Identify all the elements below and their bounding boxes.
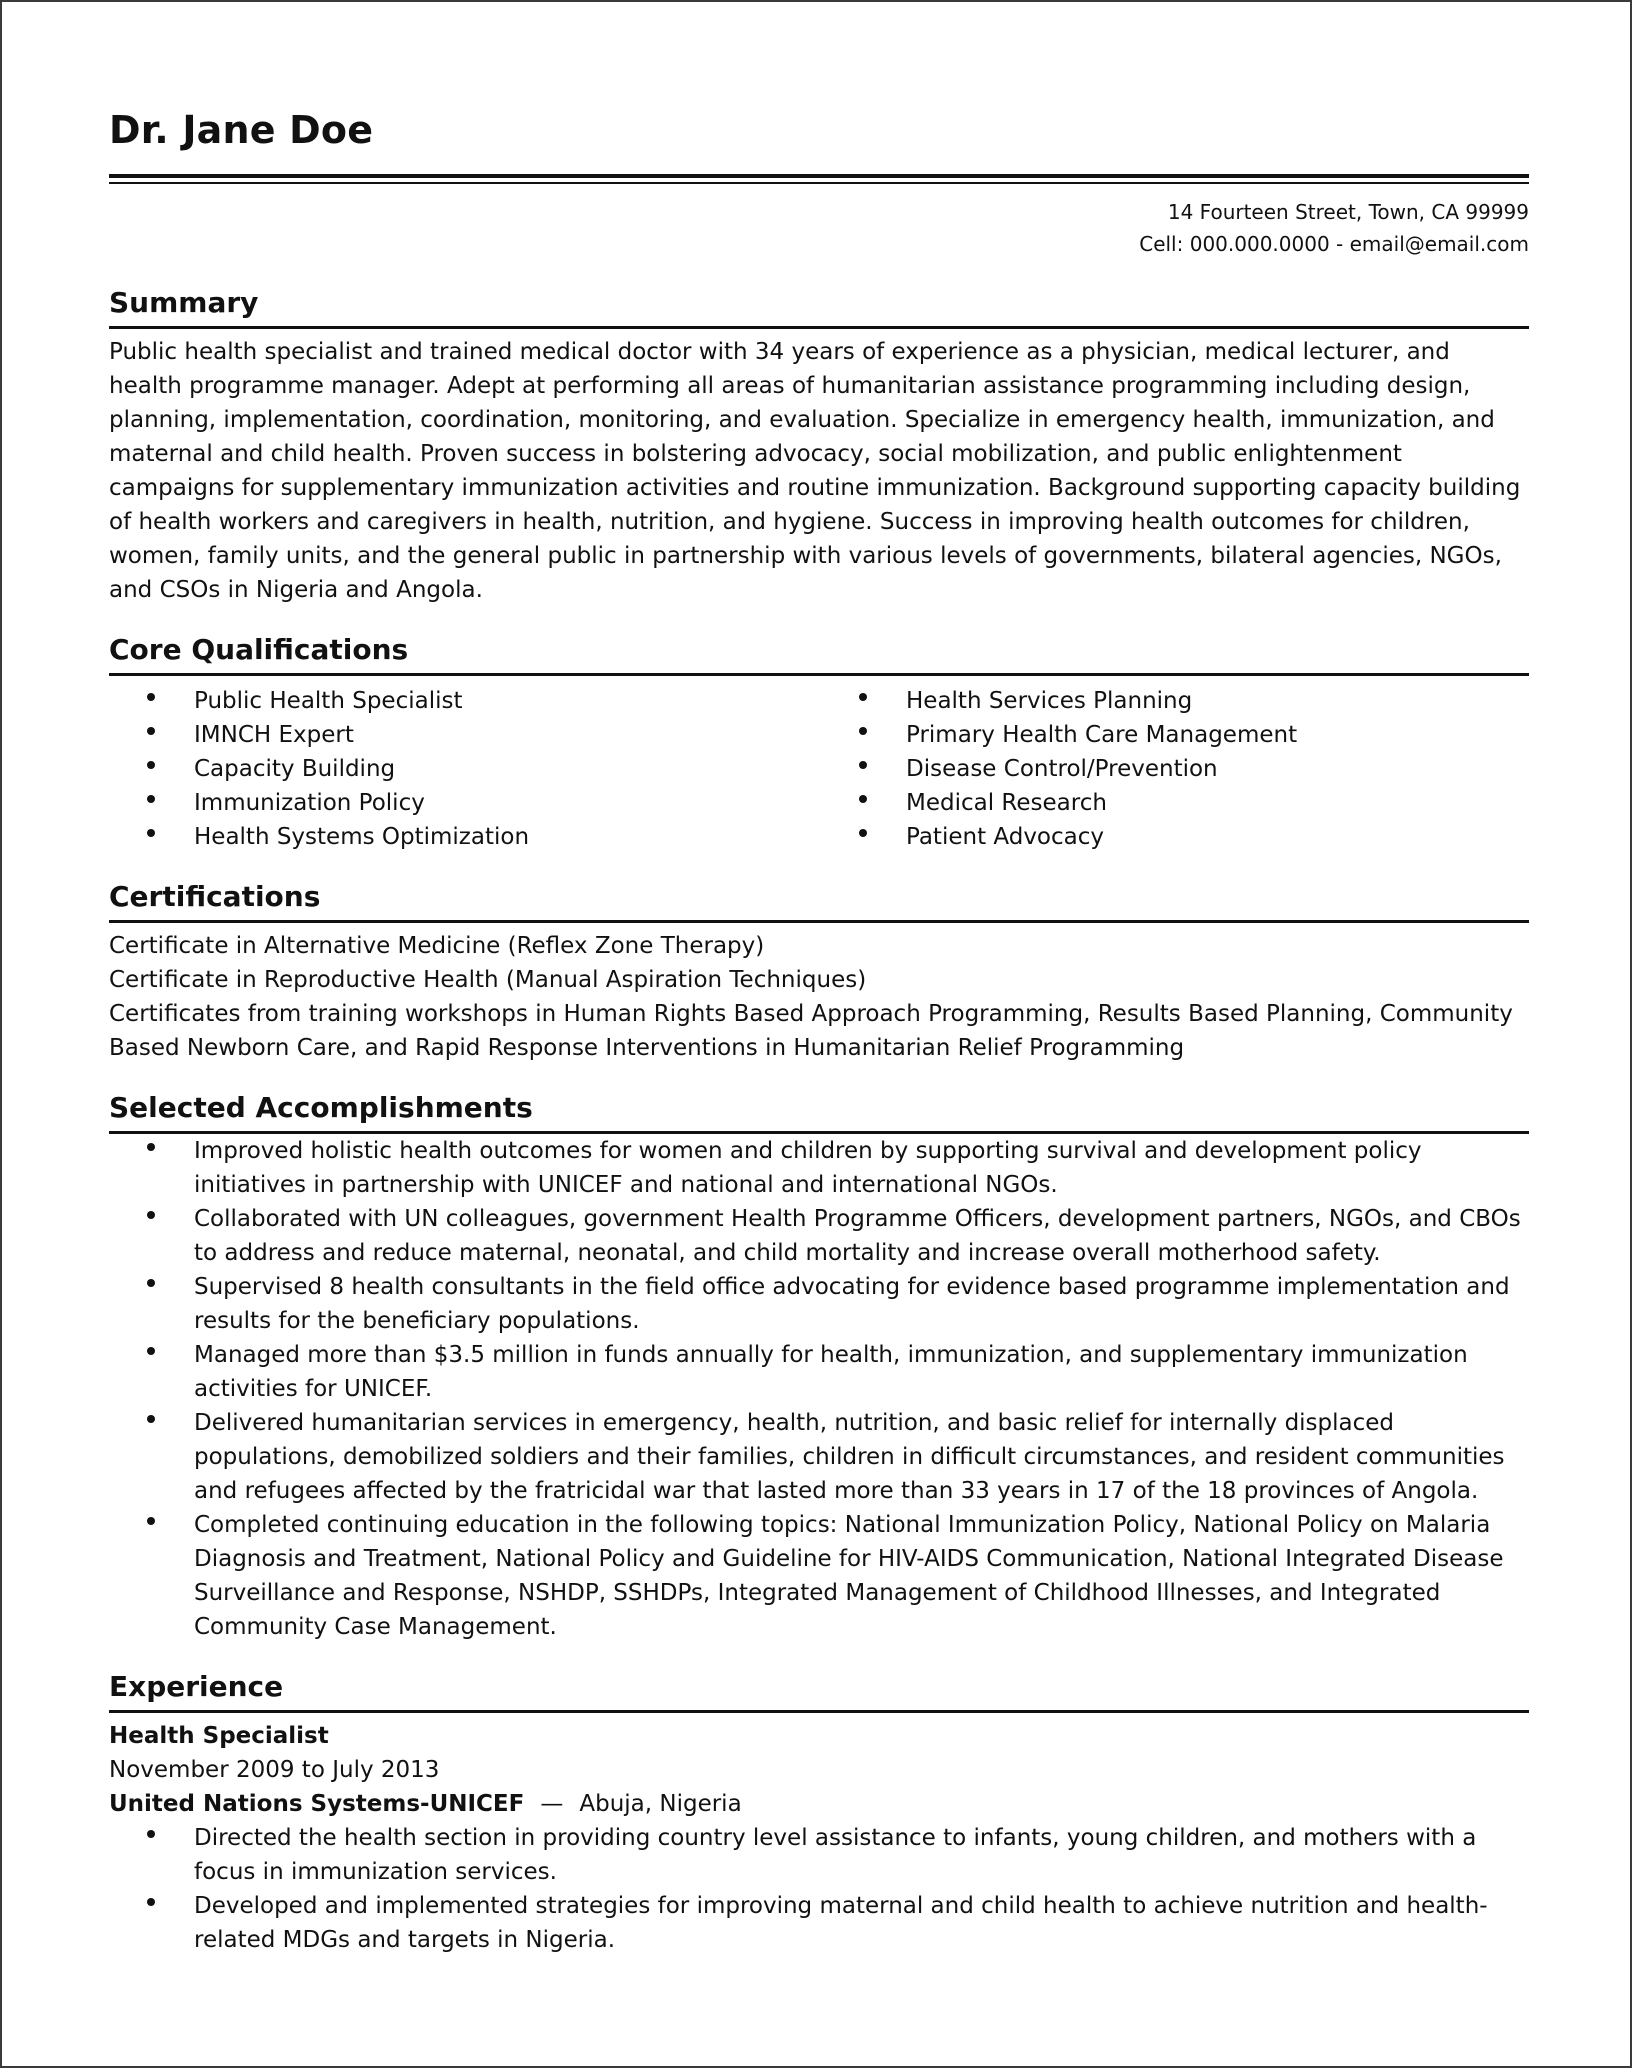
list-item: Developed and implemented strategies for improving maternal and child health to achieve nutrition and health-related MDGs and targets in Nigeria. (109, 1889, 1529, 1957)
list-item: Primary Health Care Management (821, 718, 1529, 752)
job-location: Abuja, Nigeria (579, 1791, 742, 1817)
address-line: 14 Fourteen Street, Town, CA 99999 (1167, 200, 1529, 224)
experience-rule (109, 1710, 1529, 1713)
list-item: Completed continuing education in the following topics: National Immunization Policy, National Policy on Malaria Diagnosis and Treatment, National Policy and Guideline for HIV-AIDS Communication, National Integrated Disease Surveillance and Response, NSHDP, SSHDPs, Integrated Management of Childhood Illnesses, and Integrated Community Case Management. (109, 1508, 1529, 1644)
name-divider-thin (109, 182, 1529, 184)
org-location-separator: — (540, 1791, 564, 1817)
qualifications-heading: Core Qualifications (109, 633, 409, 666)
list-item: Directed the health section in providing country level assistance to infants, young children, and mothers with a focus in immunization services. (109, 1821, 1529, 1889)
qualifications-left-list (109, 684, 821, 854)
qualifications-right-list (821, 684, 1529, 854)
list-item: Managed more than $3.5 million in funds annually for health, immunization, and supplementary immunization activities for UNICEF. (109, 1338, 1529, 1406)
list-item: Public Health Specialist (109, 684, 821, 718)
list-item: Disease Control/Prevention (821, 752, 1529, 786)
list-item: Patient Advocacy (821, 820, 1529, 854)
certifications-list (109, 929, 1529, 1065)
name-divider-thick (109, 174, 1529, 178)
summary-heading: Summary (109, 286, 259, 319)
phone-email-line: Cell: 000.000.0000 - email@email.com (1139, 232, 1529, 256)
list-item: Immunization Policy (109, 786, 821, 820)
qualifications-grid (109, 684, 1529, 854)
summary-section (109, 282, 1529, 607)
summary-rule (109, 326, 1529, 329)
certifications-section (109, 876, 1529, 1065)
list-item: Collaborated with UN colleagues, government Health Programme Officers, development partners, NGOs, and CBOs to address and reduce maternal, neonatal, and child mortality and increase overall motherhood safety. (109, 1202, 1529, 1270)
list-item: Supervised 8 health consultants in the field office advocating for evidence based programme implementation and results for the beneficiary populations. (109, 1270, 1529, 1338)
list-item: Capacity Building (109, 752, 821, 786)
accomplishments-list (109, 1134, 1529, 1644)
job-title: Health Specialist (109, 1723, 329, 1749)
certification-item: Certificates from training workshops in Human Rights Based Approach Programming, Results Based Planning, Community Based Newborn Care, and Rapid Response Interventions in Humanitarian Relief Programming (109, 1001, 1513, 1061)
experience-section (109, 1666, 1529, 1957)
list-item: Medical Research (821, 786, 1529, 820)
list-item: Delivered humanitarian services in emergency, health, nutrition, and basic relief for internally displaced populations, demobilized soldiers and their families, children in difficult circumstances, and resident communities and refugees affected by the fratricidal war that lasted more than 33 years in 17 of the 18 provinces of Angola. (109, 1406, 1529, 1508)
job-dates: November 2009 to July 2013 (109, 1757, 440, 1783)
job-organization: United Nations Systems-UNICEF (109, 1791, 525, 1817)
resume-content (109, 100, 1529, 1957)
accomplishments-heading: Selected Accomplishments (109, 1091, 533, 1124)
experience-heading: Experience (109, 1670, 284, 1703)
list-item: Health Systems Optimization (109, 820, 821, 854)
contact-block (109, 196, 1529, 260)
job-entry (109, 1719, 1529, 1957)
list-item: IMNCH Expert (109, 718, 821, 752)
job-duties-list (109, 1821, 1529, 1957)
job-organization-line (109, 1787, 1529, 1821)
qualifications-rule (109, 673, 1529, 676)
list-item: Improved holistic health outcomes for women and children by supporting survival and development policy initiatives in partnership with UNICEF and national and international NGOs. (109, 1134, 1529, 1202)
name-divider (109, 174, 1529, 184)
candidate-name: Dr. Jane Doe (109, 108, 374, 152)
list-item: Health Services Planning (821, 684, 1529, 718)
certification-item: Certificate in Reproductive Health (Manual Aspiration Techniques) (109, 967, 867, 993)
accomplishments-section (109, 1087, 1529, 1644)
certifications-rule (109, 920, 1529, 923)
qualifications-section (109, 629, 1529, 854)
certifications-heading: Certifications (109, 880, 321, 913)
certification-item: Certificate in Alternative Medicine (Reflex Zone Therapy) (109, 933, 765, 959)
summary-text: Public health specialist and trained medical doctor with 34 years of experience as a physician, medical lecturer, and health programme manager. Adept at performing all areas of humanitarian assistance programming including design, planning, implementation, coordination, monitoring, and evaluation. Specialize in emergency health, immunization, and maternal and child health. Proven success in bolstering advocacy, social mobilization, and public enlightenment campaigns for supplementary immunization activities and routine immunization. Background supporting capacity building of health workers and caregivers in health, nutrition, and hygiene. Success in improving health outcomes for children, women, family units, and the general public in partnership with various levels of governments, bilateral agencies, NGOs, and CSOs in Nigeria and Angola. (109, 339, 1521, 603)
